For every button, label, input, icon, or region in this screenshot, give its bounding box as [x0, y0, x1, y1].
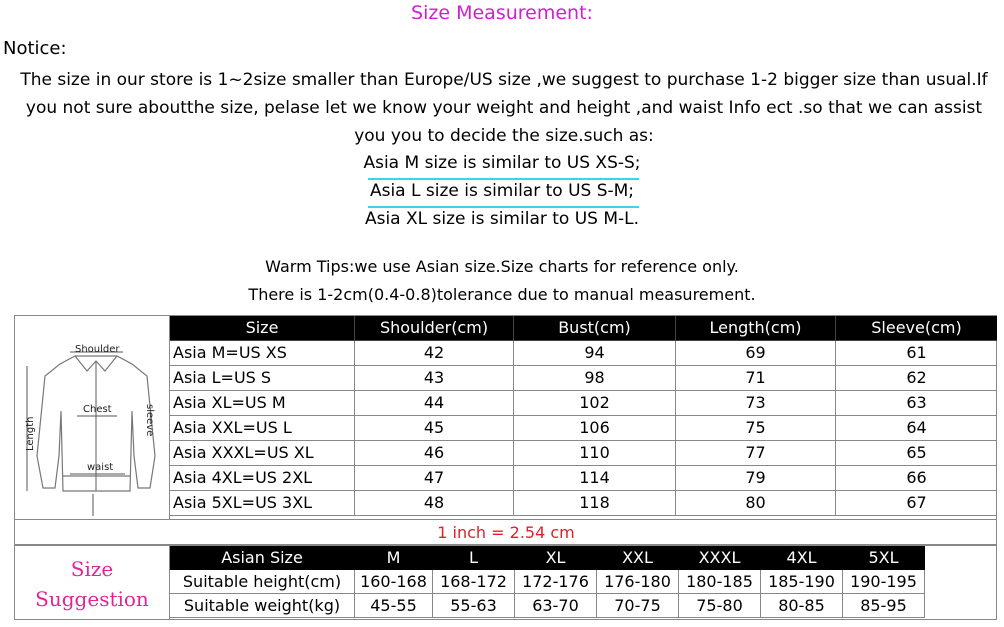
measurement-cell: 73 — [676, 391, 836, 416]
measurement-cell: 63 — [836, 391, 997, 416]
measurement-cell: 61 — [836, 341, 997, 366]
example-line-1: Asia M size is similar to US XS-S; — [363, 153, 641, 173]
warm-tips-line-2: There is 1-2cm(0.4-0.8)tolerance due to manual measurement. — [248, 285, 756, 304]
measurement-cell: 77 — [676, 441, 836, 466]
suggestion-cell: 55-63 — [433, 594, 515, 618]
header-length: Length(cm) — [676, 316, 836, 341]
size-table-header — [170, 316, 997, 341]
header-size: Size — [170, 316, 355, 341]
suggestion-header-xxl: XXL — [597, 546, 679, 570]
example-underline-1 — [368, 178, 639, 180]
measurement-cell: 75 — [676, 416, 836, 441]
waist-caption: waist — [87, 462, 114, 473]
measurement-cell: 114 — [514, 466, 676, 491]
measurement-cell: 79 — [676, 466, 836, 491]
header-shoulder: Shoulder(cm) — [355, 316, 514, 341]
measurement-cell: 47 — [355, 466, 514, 491]
shoulder-caption: Shoulder — [75, 344, 120, 355]
suggestion-cell: 63-70 — [515, 594, 597, 618]
suggestion-header-l: L — [433, 546, 515, 570]
suggestion-header-xxxl: XXXL — [679, 546, 761, 570]
suggestion-cell: 75-80 — [679, 594, 761, 618]
suggestion-label-line-1: Size — [70, 557, 114, 581]
suggestion-header-xl: XL — [515, 546, 597, 570]
size-table-row — [170, 466, 997, 491]
inch-conversion-note: 1 inch = 2.54 cm — [15, 519, 997, 545]
suggestion-cell: 168-172 — [433, 570, 515, 594]
suggestion-header-asian-size: Asian Size — [170, 546, 355, 570]
measurement-cell: 102 — [514, 391, 676, 416]
size-label-cell: Asia XXXL=US XL — [170, 441, 355, 466]
header-sleeve: Sleeve(cm) — [836, 316, 997, 341]
measurement-cell: 64 — [836, 416, 997, 441]
sleeve-caption: sleeve — [144, 404, 155, 437]
example-line-2: Asia L size is similar to US S-M; — [369, 181, 635, 201]
measurement-cell: 69 — [676, 341, 836, 366]
warm-tips-line-1: Warm Tips:we use Asian size.Size charts for reference only. — [265, 257, 739, 276]
measurement-cell: 106 — [514, 416, 676, 441]
size-table-row — [170, 391, 997, 416]
size-table-row — [170, 366, 997, 391]
measurement-cell: 66 — [836, 466, 997, 491]
size-table-row — [170, 441, 997, 466]
notice-label: Notice: — [3, 38, 67, 59]
measurement-cell: 80 — [676, 491, 836, 516]
measurement-cell: 67 — [836, 491, 997, 516]
size-label-cell: Asia M=US XS — [170, 341, 355, 366]
measurement-cell: 45 — [355, 416, 514, 441]
size-label-cell: Asia XL=US M — [170, 391, 355, 416]
size-label-cell: Asia XXL=US L — [170, 416, 355, 441]
measurement-cell: 44 — [355, 391, 514, 416]
size-table-row — [170, 341, 997, 366]
size-table-row — [170, 491, 997, 516]
measurement-cell: 94 — [514, 341, 676, 366]
suggestion-cell: 160-168 — [355, 570, 433, 594]
suggestion-header-4xl: 4XL — [761, 546, 843, 570]
measurement-cell: 71 — [676, 366, 836, 391]
measurement-cell: 43 — [355, 366, 514, 391]
example-line-3: Asia XL size is similar to US M-L. — [364, 209, 640, 229]
suggestion-cell: 180-185 — [679, 570, 761, 594]
measurement-cell: 110 — [514, 441, 676, 466]
suggestion-cell: 176-180 — [597, 570, 679, 594]
size-suggestion-label — [15, 546, 170, 619]
page-title: Size Measurement: — [411, 2, 593, 24]
size-table-row — [170, 416, 997, 441]
suggestion-label-line-2: Suggestion — [35, 587, 149, 611]
suggestion-header — [170, 546, 925, 570]
size-label-cell: Asia 5XL=US 3XL — [170, 491, 355, 516]
measurement-cell: 118 — [514, 491, 676, 516]
suggestion-header-5xl: 5XL — [843, 546, 925, 570]
suggestion-cell: Suitable weight(kg) — [170, 594, 355, 618]
suggestion-cell: Suitable height(cm) — [170, 570, 355, 594]
suggestion-cell: 185-190 — [761, 570, 843, 594]
measurement-cell: 98 — [514, 366, 676, 391]
measurement-cell: 62 — [836, 366, 997, 391]
length-caption: Length — [25, 416, 36, 451]
suggestion-cell: 172-176 — [515, 570, 597, 594]
suggestion-cell: 80-85 — [761, 594, 843, 618]
shirt-diagram — [15, 316, 170, 519]
suggestion-row-weight — [170, 594, 925, 618]
suggestion-cell: 70-75 — [597, 594, 679, 618]
header-bust: Bust(cm) — [514, 316, 676, 341]
size-chart-table — [14, 315, 997, 545]
suggestion-cell: 45-55 — [355, 594, 433, 618]
chest-caption: Chest — [83, 404, 112, 415]
size-label-cell: Asia L=US S — [170, 366, 355, 391]
suggestion-header-m: M — [355, 546, 433, 570]
measurement-cell: 46 — [355, 441, 514, 466]
measurement-cell: 65 — [836, 441, 997, 466]
example-underline-2 — [368, 206, 639, 208]
suggestion-cell: 190-195 — [843, 570, 925, 594]
measurement-cell: 48 — [355, 491, 514, 516]
suggestion-row-height — [170, 570, 925, 594]
notice-text: The size in our store is 1~2size smaller than Europe/US size ,we suggest to purchase 1-2 bigger size than usual.If you not sure aboutthe size, pelase let we know your weight and height ,and waist Info ect .so that we can assist you you to decide the size.such as: — [20, 70, 988, 146]
size-label-cell: Asia 4XL=US 2XL — [170, 466, 355, 491]
measurement-cell: 42 — [355, 341, 514, 366]
suggestion-cell: 85-95 — [843, 594, 925, 618]
size-suggestion-table — [14, 545, 997, 620]
